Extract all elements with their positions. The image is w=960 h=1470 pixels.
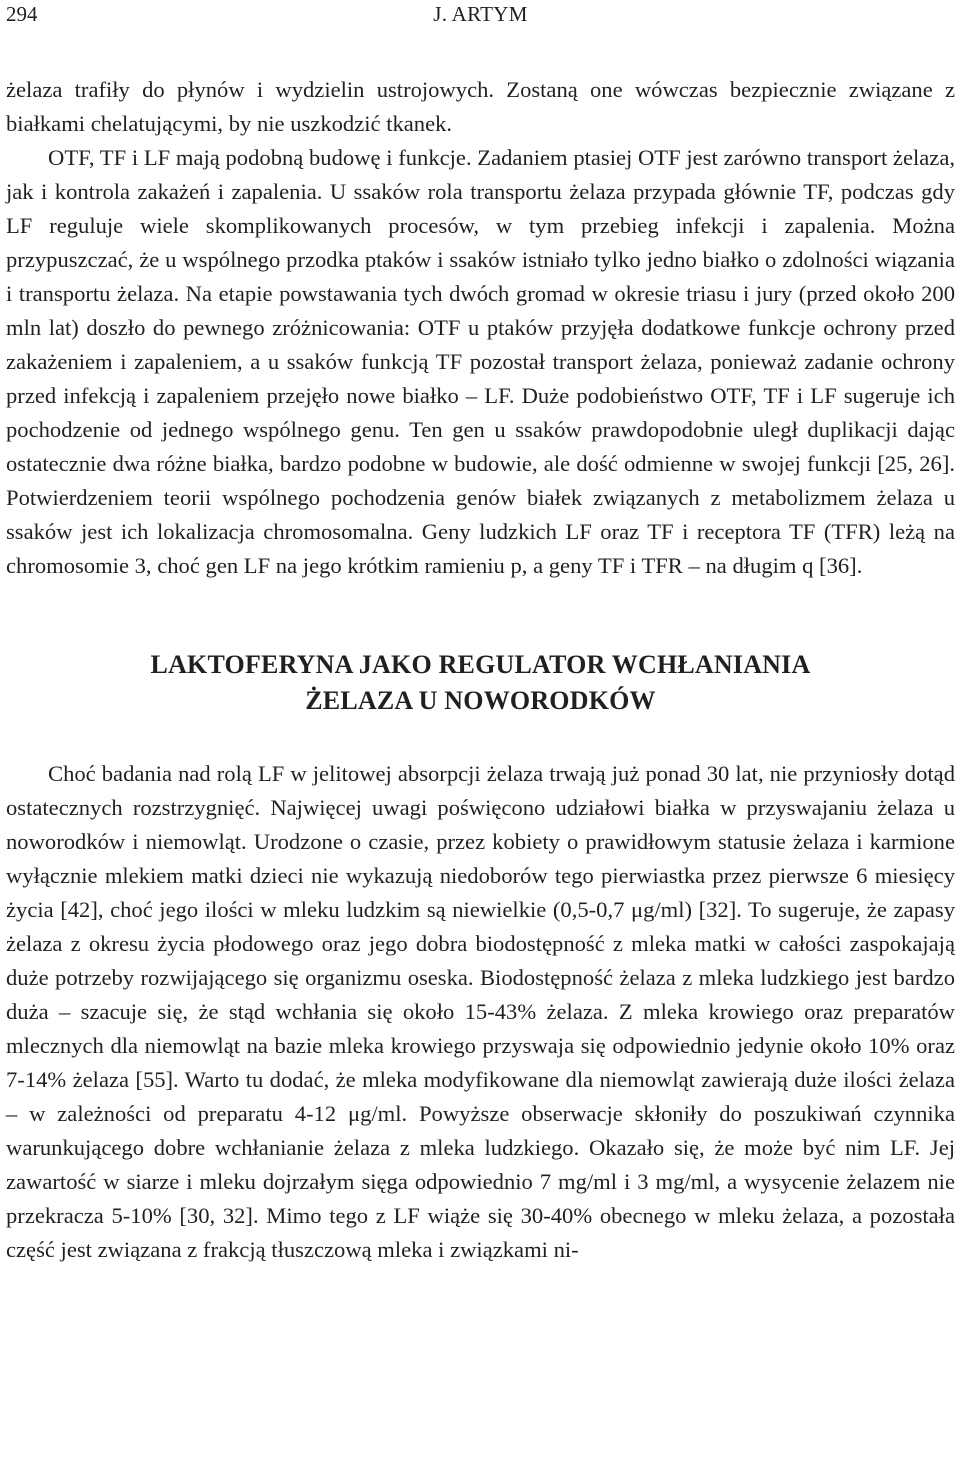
section-heading-line-1: LAKTOFERYNA JAKO REGULATOR WCHŁANIANIA xyxy=(150,650,811,679)
page-number: 294 xyxy=(6,2,38,26)
paragraph-iron-absorption: Choć badania nad rolą LF w jelitowej absorpcji żelaza trwają już ponad 30 lat, nie przyniosły dotąd ostatecznych rozstrzygnięć. Najwięcej uwagi poświęcono udziałowi białka w przyswajaniu żelaza u noworodków i niemowląt. Urodzone o czasie, przez kobiety o prawidłowym statusie żelaza i karmione wyłącznie mlekiem matki dzieci nie wykazują niedoborów tego pierwiastka przez pierwsze 6 miesięcy życia [42], choć jego ilości w mleku ludzkim są niewielkie (0,5-0,7 μg/ml) [32]. To sugeruje, że zapasy żelaza z okresu życia płodowego oraz jego dobra biodostępność z mleka matki w całości zaspokajają duże potrzeby rozwijającego się organizmu oseska. Biodostępność żelaza z mleka ludzkiego jest bardzo duża – szacuje się, że stąd wchłania się około 15-43% żelaza. Z mleka krowiego oraz preparatów mlecznych dla niemowląt na bazie mleka krowiego przyswaja się odpowiednio jedynie około 10% oraz 7-14% żelaza [55]. Warto tu dodać, że mleka modyfikowane dla niemowląt zawierają duże ilości żelaza – w zależności od preparatu 4-12 μg/ml. Powyższe obserwacje skłoniły do poszukiwań czynnika warunkującego dobre wchłanianie żelaza z mleka ludzkiego. Okazało się, że może być nim LF. Jej zawartość w siarze i mleku dojrzałym sięga odpowiednio 7 mg/ml i 3 mg/ml, a wysycenie żelazem nie przekracza 5-10% [30, 32]. Mimo tego z LF wiąże się 30-40% obecnego w mleku żelaza, a pozostała część jest związana z frakcją tłuszczową mleka i związkami ni- xyxy=(6,761,955,1262)
paragraph-protein-evolution: OTF, TF i LF mają podobną budowę i funkcje. Zadaniem ptasiej OTF jest zarówno transport żelaza, jak i kontrola zakażeń i zapalenia. U ssaków rola transportu żelaza przypada głównie TF, podczas gdy LF reguluje wiele skomplikowanych procesów, w tym przebieg infekcji i zapalenia. Można przypuszczać, że u wspólnego przodka ptaków i ssaków istniało tylko jedno białko o zdolności wiązania i transportu żelaza. Na etapie powstawania tych dwóch gromad w okresie triasu i jury (przed około 200 mln lat) doszło do pewnego zróżnicowania: OTF u ptaków przyjęła dodatkowe funkcje ochrony przed zakażeniem i zapaleniem, a u ssaków funkcją TF pozostał transport żelaza, ponieważ zadanie ochrony przed infekcją i zapaleniem przejęło nowe białko – LF. Duże podobieństwo OTF, TF i LF sugeruje ich pochodzenie od jednego wspólnego genu. Ten gen u ssaków prawdopodobnie uległ duplikacji dając ostatecznie dwa różne białka, bardzo podobne w budowie, ale dość odmienne w swojej funkcji [25, 26]. Potwierdzeniem teorii wspólnego pochodzenia genów białek związanych z metabolizmem żelaza u ssaków jest ich lokalizacja chromosomalna. Geny ludzkich LF oraz TF i receptora TF (TFR) leżą na chromosomie 3, choć gen LF na jego krótkim ramieniu p, a geny TF i TFR – na długim q [36]. xyxy=(6,145,955,578)
running-header xyxy=(6,0,955,31)
paragraph-continuation: żelaza trafiły do płynów i wydzielin ustrojowych. Zostaną one wówczas bezpiecznie związane z białkami chelatującymi, by nie uszkodzić tkanek. xyxy=(6,77,955,136)
section-heading-line-2: ŻELAZA U NOWORODKÓW xyxy=(305,686,656,715)
section-heading xyxy=(6,647,955,719)
document-page xyxy=(6,0,955,1267)
running-title: J. ARTYM xyxy=(433,2,528,26)
